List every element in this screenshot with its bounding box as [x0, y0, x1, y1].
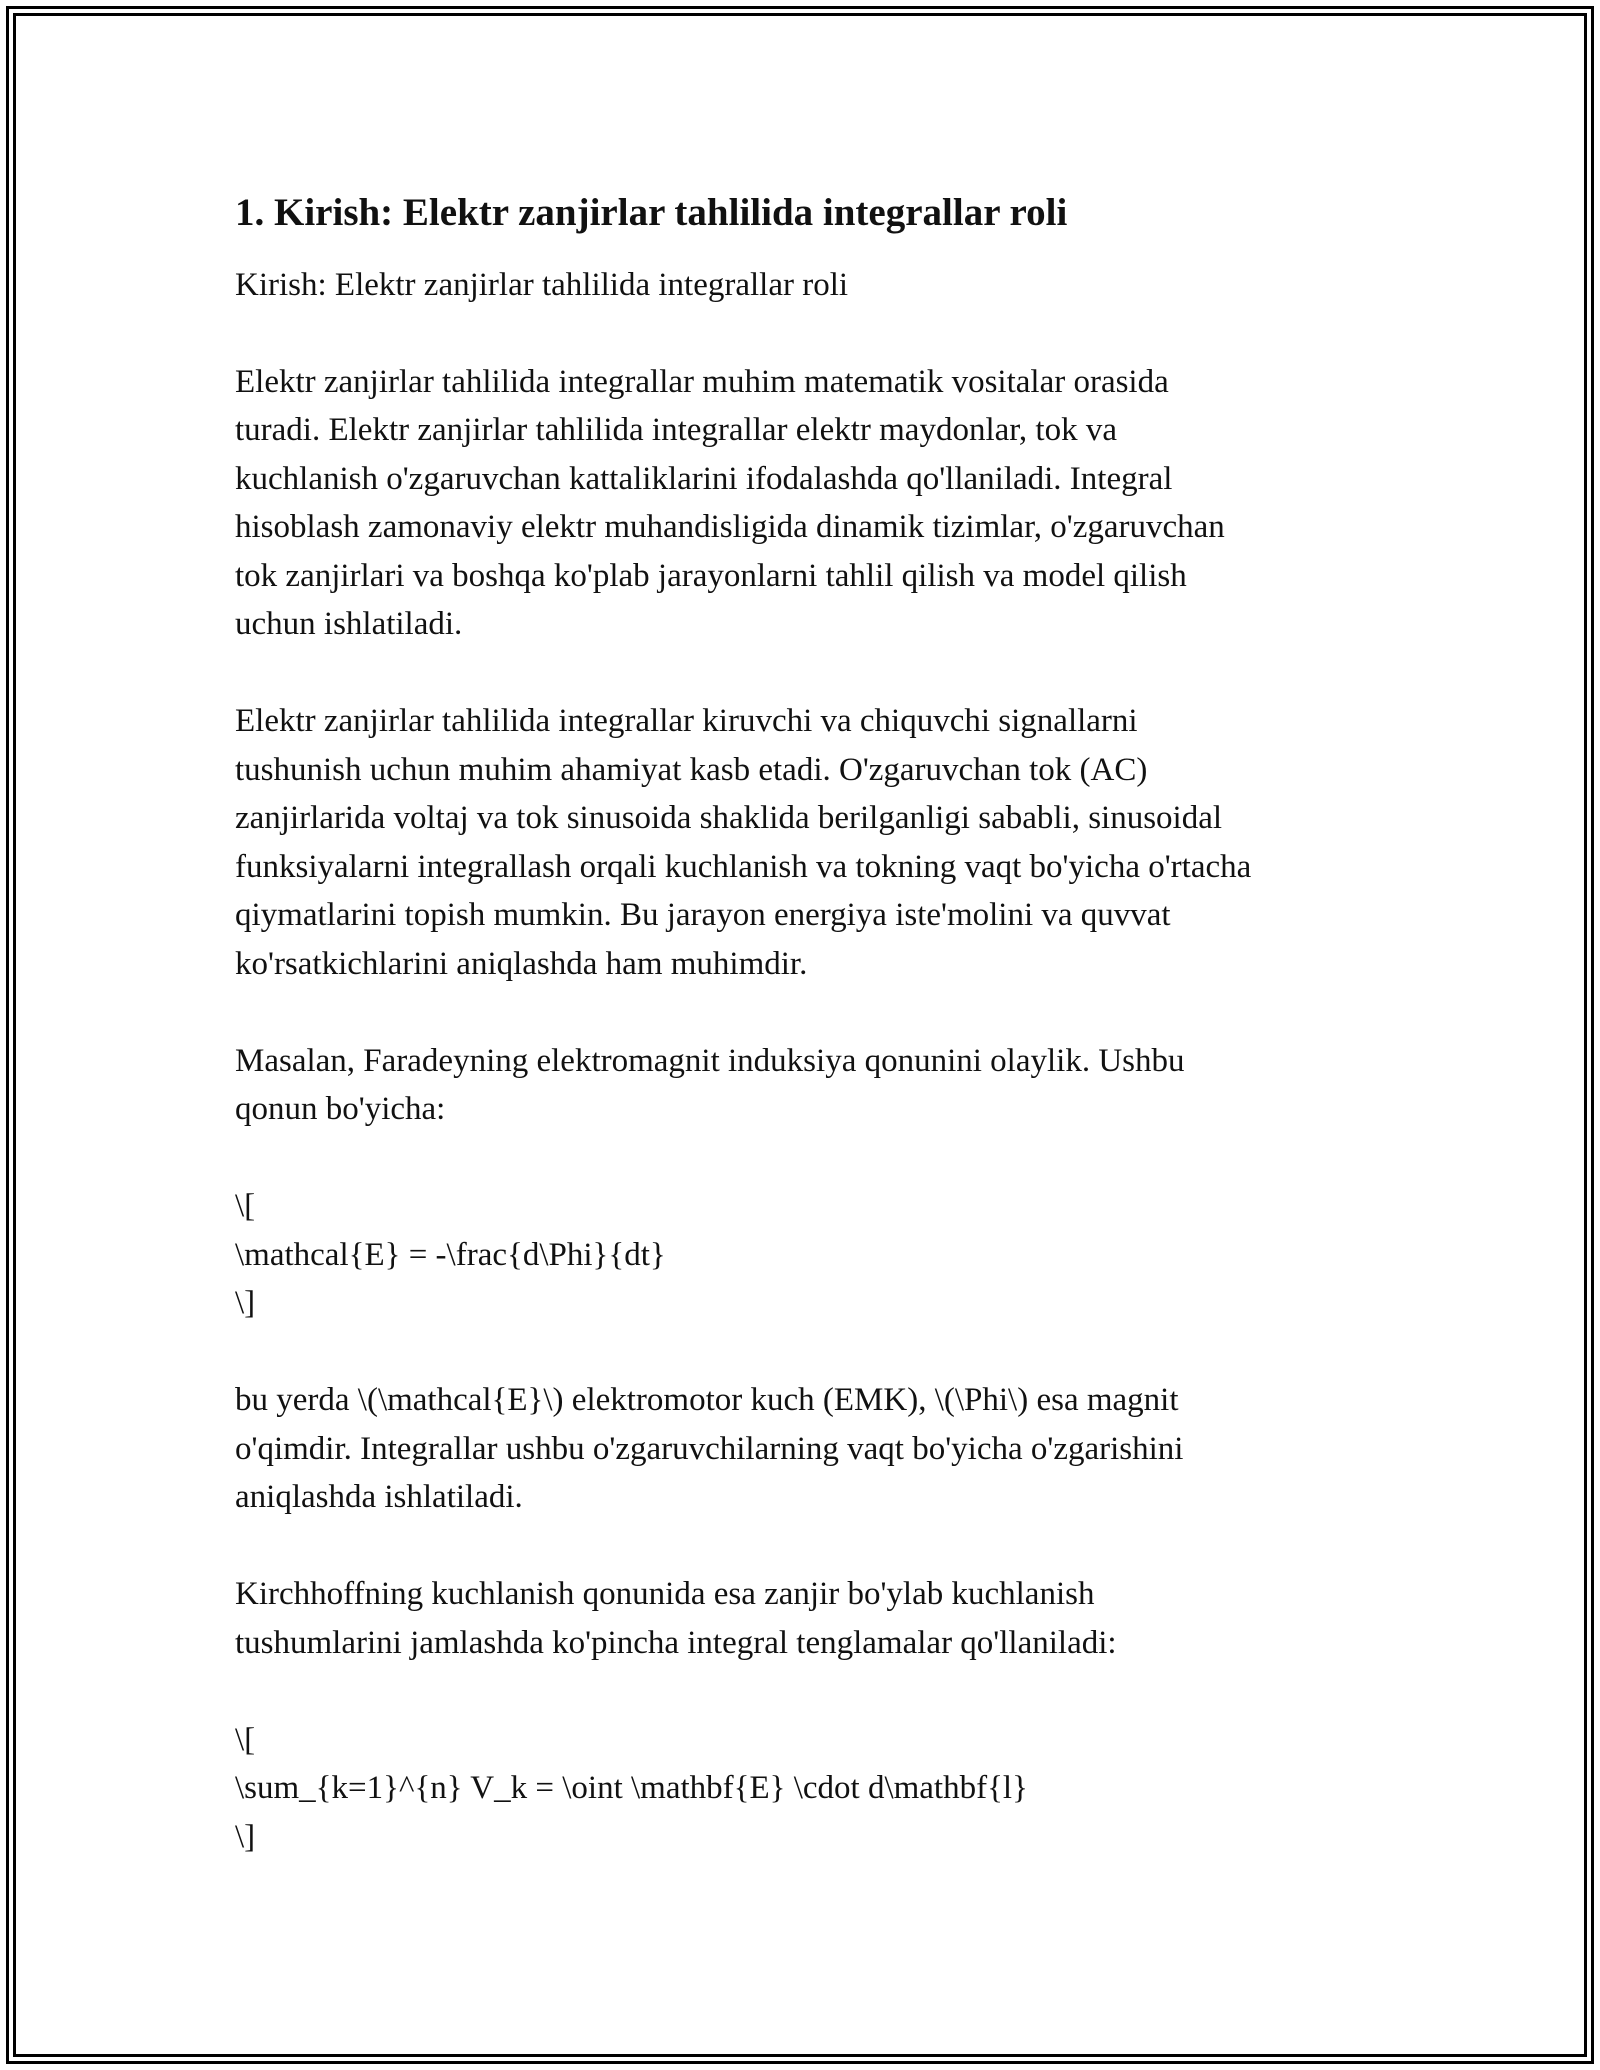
- blank-line: [235, 988, 1385, 1037]
- section-heading: 1. Kirish: Elektr zanjirlar tahlilida integrallar roli: [235, 191, 1068, 234]
- blank-line: [235, 1667, 1385, 1716]
- blank-line: [235, 309, 1385, 358]
- blank-line: [235, 649, 1385, 698]
- equation-kirchhoff: \[ \sum_{k=1}^{n} V_k = \oint \mathbf{E} \cdot d\mathbf{l} \]: [235, 1721, 1028, 1855]
- document-body: [235, 180, 1385, 1861]
- subtitle-line: Kirish: Elektr zanjirlar tahlilida integrallar roli: [235, 266, 849, 303]
- paragraph-faraday: Masalan, Faradeyning elektromagnit induksiya qonunini olaylik. Ushbu qonun bo'yicha:: [235, 1042, 1185, 1128]
- paragraph-ac-signals: Elektr zanjirlar tahlilida integrallar kiruvchi va chiquvchi signallarni tushunish uchun muhim ahamiyat kasb etadi. O'zgaruvchan tok (AC) zanjirlarida voltaj va tok sinusoida shaklida berilganligi sababli, sinusoidal funksiyalarni integrallash orqali kuchlanish va tokning vaqt bo'yicha o'rtacha qiymatlarini topish mumkin. Bu jarayon energiya iste'molini va quvvat ko'rsatkichlarini aniqlashda ham muhimdir.: [235, 703, 1252, 982]
- equation-faraday: \[ \mathcal{E} = -\frac{d\Phi}{dt} \]: [235, 1188, 666, 1322]
- paragraph-emf-explanation: bu yerda \(\mathcal{E}\) elektromotor kuch (EMK), \(\Phi\) esa magnit o'qimdir. Integrallar ushbu o'zgaruvchilarning vaqt bo'yicha o'zgarishini aniqlashda ishlatiladi.: [235, 1382, 1184, 1516]
- blank-line: [235, 1328, 1385, 1377]
- paragraph-kirchhoff: Kirchhoffning kuchlanish qonunida esa zanjir bo'ylab kuchlanish tushumlarini jamlashda ko'pincha integral tenglamalar qo'llaniladi:: [235, 1576, 1117, 1661]
- paragraph-intro: Elektr zanjirlar tahlilida integrallar muhim matematik vositalar orasida turadi. Elektr zanjirlar tahlilida integrallar elektr maydonlar, tok va kuchlanish o'zgaruvchan kattaliklarini ifodalashda qo'llaniladi. Integral hisoblash zamonaviy elektr muhandisligida dinamik tizimlar, o'zgaruvchan tok zanjirlari va boshqa ko'plab jarayonlarni tahlil qilish va model qilish uchun ishlatiladi.: [235, 363, 1225, 643]
- blank-line: [235, 1134, 1385, 1183]
- blank-line: [235, 1522, 1385, 1571]
